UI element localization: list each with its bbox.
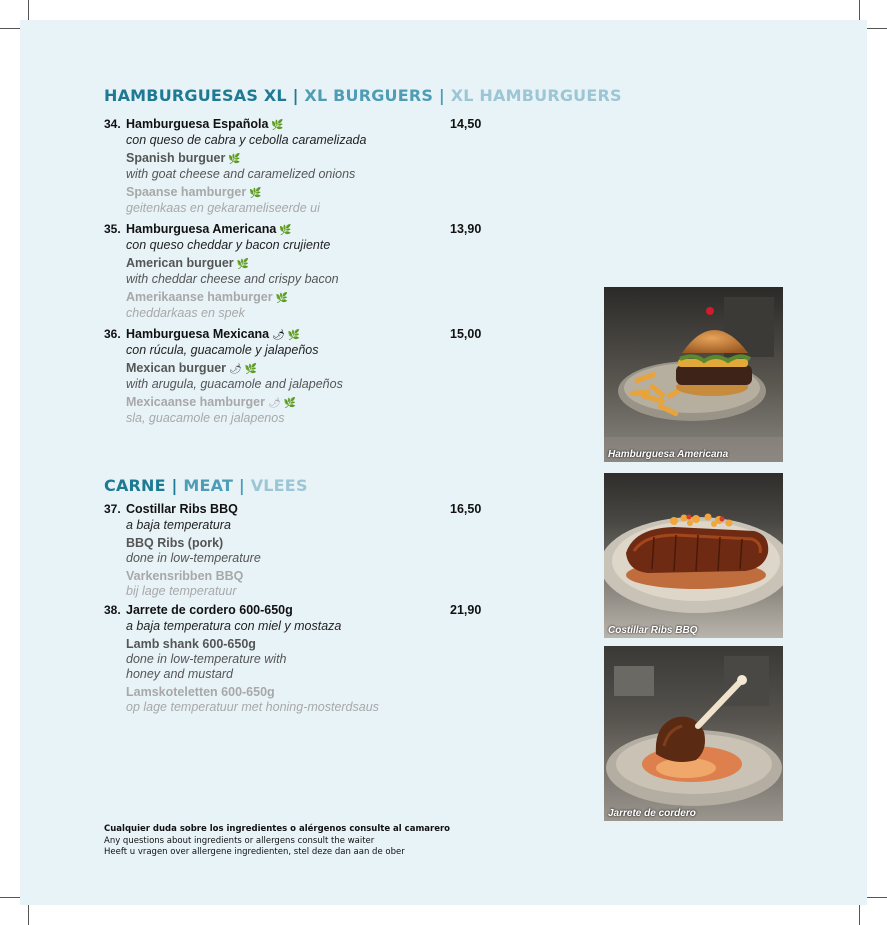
item-desc-es: a baja temperatura [126, 518, 231, 532]
lamb-photo-illustration [604, 646, 783, 821]
item-name-en: Lamb shank 600-650g [126, 637, 256, 651]
burger-photo-illustration [604, 287, 783, 462]
item-desc-nl: sla, guacamole en jalapenos [126, 411, 285, 425]
chili-icon: 🌶 [229, 364, 242, 375]
crop-mark [867, 897, 887, 898]
title-separator: | [292, 86, 299, 105]
photo-caption: Jarrete de cordero [608, 808, 696, 819]
item-name-en-text: American burguer [126, 256, 234, 270]
item-name-es [126, 222, 292, 236]
photo-caption: Hamburguesa Americana [608, 449, 729, 460]
item-desc-es: a baja temperatura con miel y mostaza [126, 619, 342, 633]
item-desc-en: done in low-temperature [126, 551, 261, 565]
item-desc-en: with goat cheese and caramelized onions [126, 167, 356, 181]
photo-hamburguesa-americana [604, 287, 783, 462]
item-desc-en-line-1: done in low-temperature with [126, 652, 287, 666]
crop-mark [859, 905, 860, 925]
menu-item-38 [104, 603, 504, 715]
leaf-icon: 🌿 [244, 364, 258, 375]
item-number: 36. [104, 327, 121, 341]
item-price: 15,00 [450, 327, 482, 341]
item-name-en [126, 361, 504, 377]
item-name-nl [126, 290, 504, 306]
section-title-burgers [104, 86, 622, 105]
item-price: 14,50 [450, 117, 482, 131]
item-desc-en: with cheddar cheese and crispy bacon [126, 272, 339, 286]
item-name-es-text: Hamburguesa Americana [126, 222, 277, 236]
item-name-nl-text: Amerikaanse hamburger [126, 290, 273, 304]
item-desc-en-line-2: honey and mustard [126, 667, 234, 681]
item-name-nl-text: Mexicaanse hamburger [126, 395, 265, 409]
item-name-es: Jarrete de cordero 600-650g [126, 603, 293, 617]
title-nl: VLEES [250, 476, 308, 495]
menu-item-35 [104, 222, 504, 321]
title-en: MEAT [183, 476, 234, 495]
title-separator: | [438, 86, 445, 105]
item-desc-es: con queso cheddar y bacon crujiente [126, 238, 331, 252]
title-es: CARNE [104, 476, 166, 495]
item-number: 34. [104, 117, 121, 131]
item-name-en: BBQ Ribs (pork) [126, 536, 224, 550]
item-name-es [126, 117, 284, 131]
allergen-note-nl: Heeft u vragen over allergene ingredienten, stel deze dan aan de ober [104, 847, 405, 857]
item-desc-nl: cheddarkaas en spek [126, 306, 245, 320]
ribs-photo-illustration [604, 473, 783, 638]
chili-icon: 🌶 [267, 398, 281, 409]
item-name-nl: Varkensribben BBQ [126, 569, 244, 583]
photo-caption: Costillar Ribs BBQ [608, 625, 698, 636]
photo-costillar-ribs [604, 473, 783, 638]
photo-jarrete-de-cordero [604, 646, 783, 821]
item-desc-nl: op lage temperatuur met honing-mosterdsaus [126, 700, 379, 714]
leaf-icon: 🌿 [271, 120, 284, 131]
menu-item-36 [104, 327, 504, 426]
crop-mark [0, 897, 20, 898]
crop-mark [28, 905, 29, 925]
item-name-en [126, 151, 504, 167]
item-price: 16,50 [450, 502, 482, 516]
item-price: 13,90 [450, 222, 482, 236]
title-separator: | [238, 476, 245, 495]
item-name-nl-text: Spaanse hamburger [126, 185, 247, 199]
item-desc-es: con rúcula, guacamole y jalapeños [126, 343, 319, 357]
menu-item-37 [104, 502, 504, 599]
crop-mark [0, 28, 20, 29]
crop-mark [28, 0, 29, 20]
item-name-es-text: Hamburguesa Mexicana [126, 327, 270, 341]
leaf-icon: 🌿 [275, 293, 289, 304]
item-name-es [126, 327, 300, 341]
title-nl: XL HAMBURGUERS [450, 86, 622, 105]
leaf-icon: 🌿 [249, 188, 262, 199]
item-name-en-text: Mexican burguer [126, 361, 227, 375]
chili-icon: 🌶 [272, 330, 285, 341]
title-separator: | [171, 476, 178, 495]
item-price: 21,90 [450, 603, 482, 617]
item-number: 35. [104, 222, 121, 236]
allergen-notes [104, 824, 450, 859]
item-name-es-text: Hamburguesa Española [126, 117, 269, 131]
leaf-icon: 🌿 [287, 330, 301, 341]
title-en: XL BURGUERS [304, 86, 434, 105]
leaf-icon: 🌿 [283, 398, 297, 409]
leaf-icon: 🌿 [236, 259, 250, 270]
allergen-note-es: Cualquier duda sobre los ingredientes o alérgenos consulte al camarero [104, 824, 451, 834]
section-title-meat [104, 476, 308, 495]
item-desc-nl: bij lage temperatuur [126, 584, 237, 598]
item-name-en-text: Spanish burguer [126, 151, 226, 165]
leaf-icon: 🌿 [279, 225, 292, 236]
leaf-icon: 🌿 [228, 154, 241, 165]
menu-item-34 [104, 117, 504, 216]
crop-mark [859, 0, 860, 20]
item-name-nl: Lamskoteletten 600-650g [126, 685, 275, 699]
item-desc-nl: geitenkaas en gekarameliseerde ui [126, 201, 320, 215]
item-name-en [126, 256, 504, 272]
item-name-es: Costillar Ribs BBQ [126, 502, 238, 516]
item-number: 38. [104, 603, 121, 617]
item-name-nl [126, 185, 504, 201]
item-desc-en: with arugula, guacamole and jalapeños [126, 377, 343, 391]
allergen-note-en: Any questions about ingredients or allergens consult the waiter [104, 835, 375, 846]
title-es: HAMBURGUESAS XL [104, 86, 287, 105]
crop-mark [867, 28, 887, 29]
item-desc-es: con queso de cabra y cebolla caramelizada [126, 133, 367, 147]
item-number: 37. [104, 502, 121, 516]
item-name-nl [126, 395, 504, 411]
